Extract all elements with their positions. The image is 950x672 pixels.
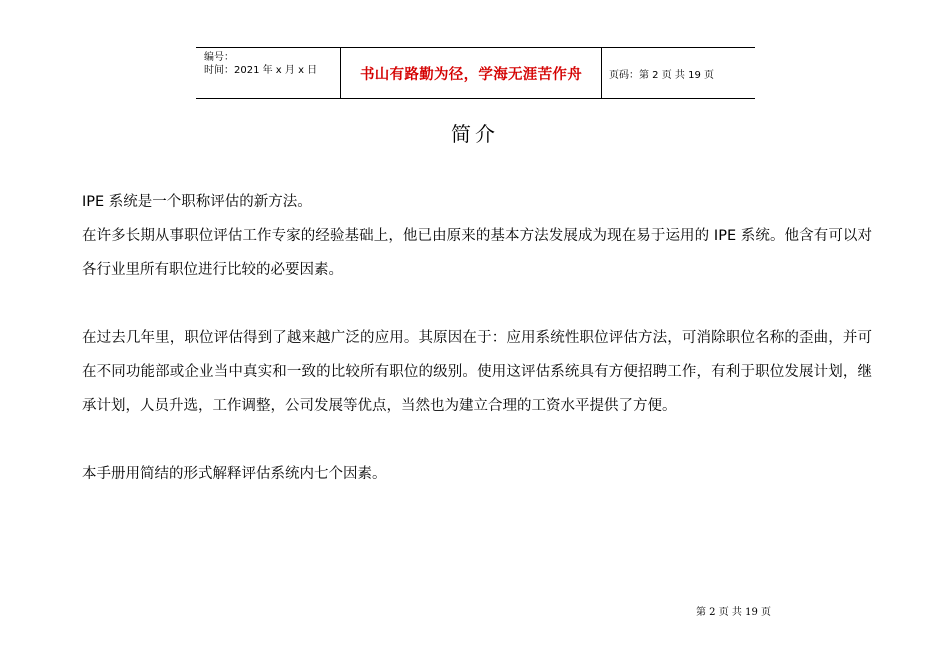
paragraph-spacer — [82, 287, 872, 321]
header-page-number: 页码：第 2 页 共 19 页 — [609, 69, 714, 81]
document-time-label: 时间：2021 年 x 月 x 日 — [204, 65, 318, 76]
paragraph-intro: IPE 系统是一个职称评估的新方法。 — [82, 194, 312, 210]
paragraph-spacer — [82, 423, 872, 457]
document-body — [82, 185, 872, 491]
header-page-cell — [602, 48, 755, 98]
paragraph-background: 在许多长期从事职位评估工作专家的经验基础上，他已由原来的基本方法发展成为现在易于运用的 IPE 系统。他含有可以对各行业里所有职位进行比较的必要因素。 — [82, 228, 872, 278]
header-motto: 书山有路勤为径，学海无涯苦作舟 — [360, 66, 582, 83]
document-number-label: 编号： — [204, 52, 234, 63]
header-info-cell — [196, 48, 340, 98]
document-header — [196, 47, 755, 99]
paragraph-benefits: 在过去几年里，职位评估得到了越来越广泛的应用。其原因在于：应用系统性职位评估方法，可消除职位名称的歪曲，并可在不同功能部或企业当中真实和一致的比较所有职位的级别。使用这评估系统具有方便招聘工作，有利于职位发展计划，继承计划，人员升选，工作调整，公司发展等优点，当然也为建立合理的工资水平提供了方便。 — [82, 330, 872, 414]
header-motto-cell — [340, 48, 602, 98]
page-footer: 第 2 页 共 19 页 — [696, 607, 771, 618]
page-title: 简介 — [451, 122, 499, 146]
paragraph-summary: 本手册用简结的形式解释评估系统内七个因素。 — [82, 466, 387, 482]
